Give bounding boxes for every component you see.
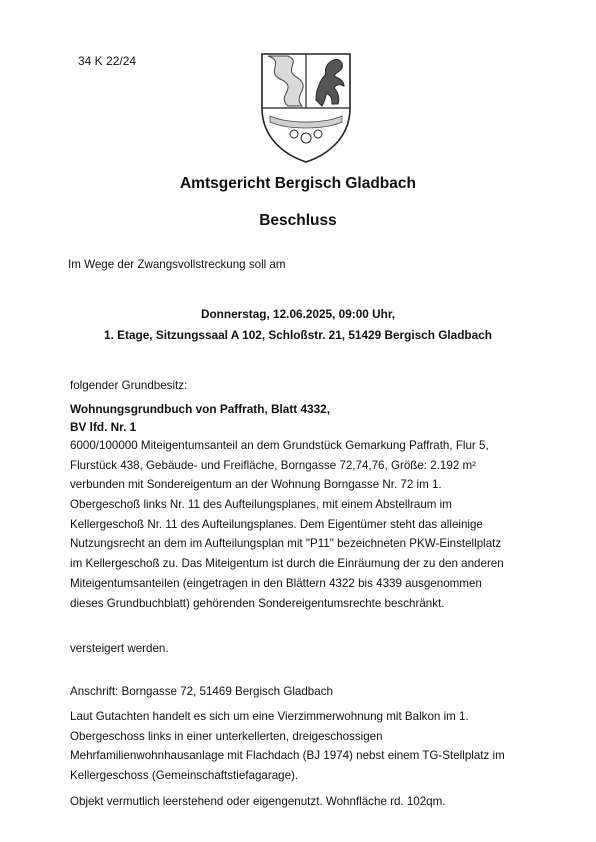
intro-text: Im Wege der Zwangsvollstreckung soll am xyxy=(68,258,286,271)
hearing-date: Donnerstag, 12.06.2025, 09:00 Uhr, xyxy=(200,307,396,321)
expert-line: Mehrfamilienwohnhausanlage mit Flachdach (BJ 1974) nebst einem TG-Stellplatz im xyxy=(70,749,505,763)
description-line: Obergeschoß links Nr. 11 des Aufteilungsplanes, mit einem Abstellraum im xyxy=(70,498,452,512)
description-line: dieses Grundbuchblatt) gehörenden Sondereigentumsrechte beschränkt. xyxy=(70,596,445,610)
court-name: Amtsgericht Bergisch Gladbach xyxy=(179,175,416,192)
file-number: 34 K 22/24 xyxy=(78,54,137,68)
nrw-coat-of-arms-icon xyxy=(258,50,354,164)
property-description xyxy=(70,436,520,613)
description-line: Miteigentumsanteilen (eingetragen in den Blättern 4322 bis 4339 ausgenommen xyxy=(70,576,482,590)
expert-report xyxy=(70,707,520,786)
description-line: im Kellergeschoß zu. Das Miteigentum ist durch die Einräumung der zu den anderen xyxy=(70,557,504,571)
property-address: Anschrift: Borngasse 72, 51469 Bergisch Gladbach xyxy=(70,685,333,698)
description-line: Flurstück 438, Gebäude- und Freifläche, Borngasse 72,74,76, Größe: 2.192 m² xyxy=(70,458,477,472)
description-line: Nutzungsrecht an dem im Aufteilungsplan mit "P11" bezeichneten PKW-Einstellplatz xyxy=(70,537,502,551)
document-type-title: Beschluss xyxy=(259,212,337,229)
expert-line: Obergeschoss links in einer unterkellerten, dreigeschossigen xyxy=(70,729,383,743)
hearing-venue: 1. Etage, Sitzungssaal A 102, Schloßstr. 21, 51429 Bergisch Gladbach xyxy=(104,328,492,342)
auction-text: versteigert werden. xyxy=(70,642,169,655)
description-line: verbunden mit Sondereigentum an der Wohnung Borngasse Nr. 72 im 1. xyxy=(70,478,442,492)
bv-number: BV lfd. Nr. 1 xyxy=(70,420,137,434)
expert-line: Laut Gutachten handelt es sich um eine Vierzimmerwohnung mit Balkon im 1. xyxy=(70,710,469,723)
description-line: 6000/100000 Miteigentumsanteil an dem Grundstück Gemarkung Paffrath, Flur 5, xyxy=(70,439,489,452)
occupancy-note: Objekt vermutlich leerstehend oder eigengenutzt. Wohnfläche rd. 102qm. xyxy=(70,795,446,808)
property-label: folgender Grundbesitz: xyxy=(70,379,188,392)
expert-line: Kellergeschoss (Gemeinschaftstiefagarage). xyxy=(70,769,299,783)
land-register-title: Wohnungsgrundbuch von Paffrath, Blatt 4332, xyxy=(70,402,330,416)
description-line: Kellergeschoß Nr. 11 des Aufteilungsplanes. Dem Eigentümer steht das alleinige xyxy=(70,517,483,531)
